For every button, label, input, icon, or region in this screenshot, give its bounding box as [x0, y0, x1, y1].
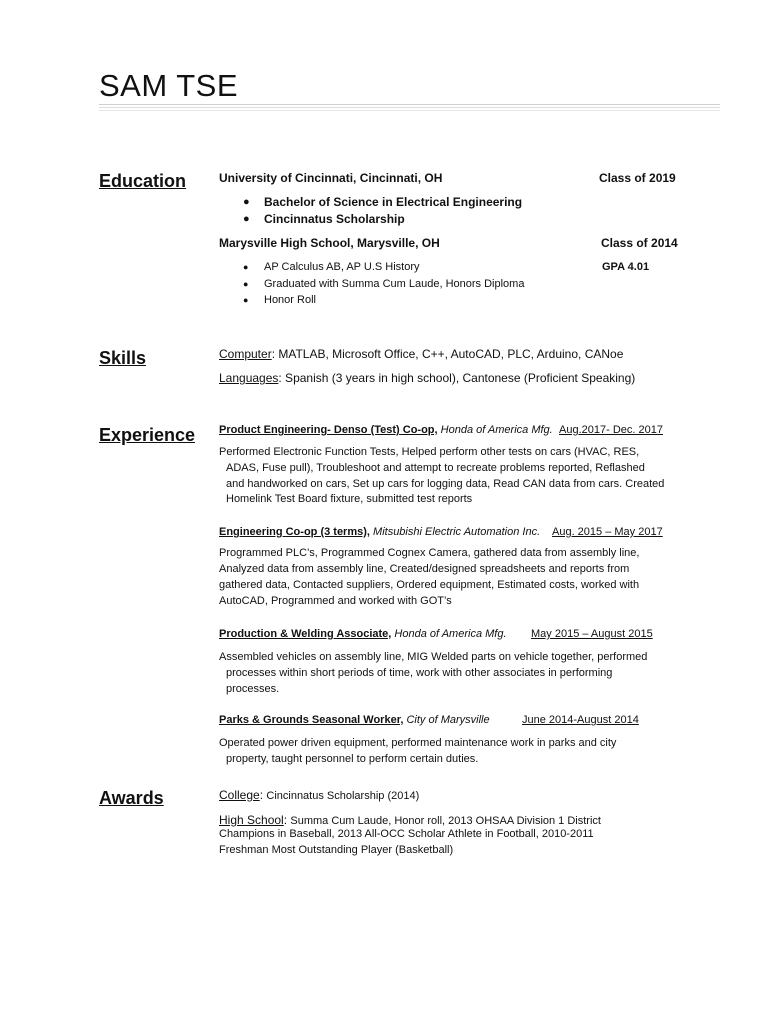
- header-rule: [99, 104, 720, 105]
- job-header: [219, 424, 553, 436]
- job-company: City of Marysville: [406, 714, 490, 726]
- section-heading-skills: Skills: [99, 348, 147, 368]
- job-desc-line: Operated power driven equipment, performed maintenance work in parks and city: [219, 737, 617, 749]
- job-company: Honda of America Mfg.: [440, 424, 553, 436]
- job-desc-line: processes within short periods of time, work with other associates in performing: [226, 667, 613, 679]
- award-high-school: High School: Summa Cum Laude, Honor roll, 2013 OHSAA Division 1 District: [219, 813, 601, 827]
- job-desc-line: Analyzed data from assembly line, Created/designed spreadsheets and reports from: [219, 563, 630, 575]
- award-college: College: Cincinnatus Scholarship (2014): [219, 788, 420, 802]
- skills-languages: [219, 371, 635, 385]
- skills-computer: [219, 347, 623, 361]
- award-hs-line: Champions in Baseball, 2013 All-OCC Scholar Athlete in Football, 2010-2011: [219, 828, 594, 840]
- award-hs-label: High School: [219, 813, 284, 827]
- section-heading-awards: Awards: [99, 788, 164, 808]
- job-desc-line: Programmed PLC’s, Programmed Cognex Camera, gathered data from assembly line,: [219, 547, 640, 559]
- job-desc-line: Assembled vehicles on assembly line, MIG Welded parts on vehicle together, performed: [219, 651, 648, 663]
- job-dates: Aug.2017- Dec. 2017: [559, 424, 663, 436]
- job-title: Engineering Co-op (3 terms),: [219, 526, 370, 538]
- job-dates: Aug. 2015 – May 2017: [552, 526, 663, 538]
- award-college-label: College: [219, 788, 260, 802]
- section-heading-experience: Experience: [99, 425, 196, 445]
- section-heading-education: Education: [99, 171, 187, 191]
- school-name: Marysville High School, Marysville, OH: [219, 236, 440, 250]
- bullet: ●: [243, 279, 249, 289]
- header-rule: [99, 107, 720, 108]
- job-title: Parks & Grounds Seasonal Worker,: [219, 714, 404, 726]
- bullet: ●: [243, 262, 249, 272]
- job-dates: June 2014-August 2014: [522, 714, 639, 726]
- job-title: Product Engineering- Denso (Test) Co-op,: [219, 424, 438, 436]
- job-header: [219, 526, 540, 538]
- skills-computer-value: : MATLAB, Microsoft Office, C++, AutoCAD, PLC, Arduino, CANoe: [271, 347, 624, 361]
- job-desc-line: AutoCAD, Programmed and worked with GOT’s: [219, 595, 452, 607]
- school-item: AP Calculus AB, AP U.S History: [264, 261, 420, 273]
- job-desc-line: Homelink Test Board fixture, submitted test reports: [226, 493, 473, 505]
- class-year: Class of 2014: [601, 236, 678, 250]
- resume-name: SAM TSE: [99, 68, 239, 103]
- job-header: [219, 628, 507, 640]
- award-hs-line: Summa Cum Laude, Honor roll, 2013 OHSAA Division 1 District: [290, 815, 601, 827]
- job-desc-line: gathered data, Contacted suppliers, Ordered equipment, Estimated costs, worked with: [219, 579, 640, 591]
- degree-item: Bachelor of Science in Electrical Engineering: [264, 195, 523, 209]
- job-header: [219, 714, 490, 726]
- job-desc-line: Performed Electronic Function Tests, Helped perform other tests on cars (HVAC, RES,: [219, 446, 640, 458]
- school-item: Graduated with Summa Cum Laude, Honors Diploma: [264, 278, 525, 290]
- bullet: ●: [243, 213, 250, 225]
- job-dates: May 2015 – August 2015: [531, 628, 653, 640]
- degree-item: Cincinnatus Scholarship: [264, 212, 405, 226]
- job-company: Honda of America Mfg.: [394, 628, 507, 640]
- job-desc-line: processes.: [226, 683, 280, 695]
- bullet: ●: [243, 295, 249, 305]
- gpa: GPA 4.01: [602, 261, 650, 273]
- school-item: Honor Roll: [264, 294, 316, 306]
- skills-languages-value: : Spanish (3 years in high school), Cantonese (Proficient Speaking): [278, 371, 636, 385]
- class-year: Class of 2019: [599, 171, 676, 185]
- job-company: Mitsubishi Electric Automation Inc.: [373, 526, 541, 538]
- job-desc-line: ADAS, Fuse pull), Troubleshoot and attempt to recreate problems reported, Reflashed: [226, 462, 645, 474]
- skills-computer-label: Computer: [219, 347, 272, 361]
- header-rule: [99, 110, 720, 111]
- job-title: Production & Welding Associate,: [219, 628, 392, 640]
- job-desc-line: property, taught personnel to perform certain duties.: [226, 753, 479, 765]
- award-college-value: Cincinnatus Scholarship (2014): [266, 790, 420, 802]
- school-name: University of Cincinnati, Cincinnati, OH: [219, 171, 443, 185]
- job-desc-line: and handworked on cars, Set up cars for logging data, Read CAN data from cars. Created: [226, 478, 665, 490]
- award-hs-line: Freshman Most Outstanding Player (Basketball): [219, 844, 454, 856]
- bullet: ●: [243, 196, 250, 208]
- skills-languages-label: Languages: [219, 371, 279, 385]
